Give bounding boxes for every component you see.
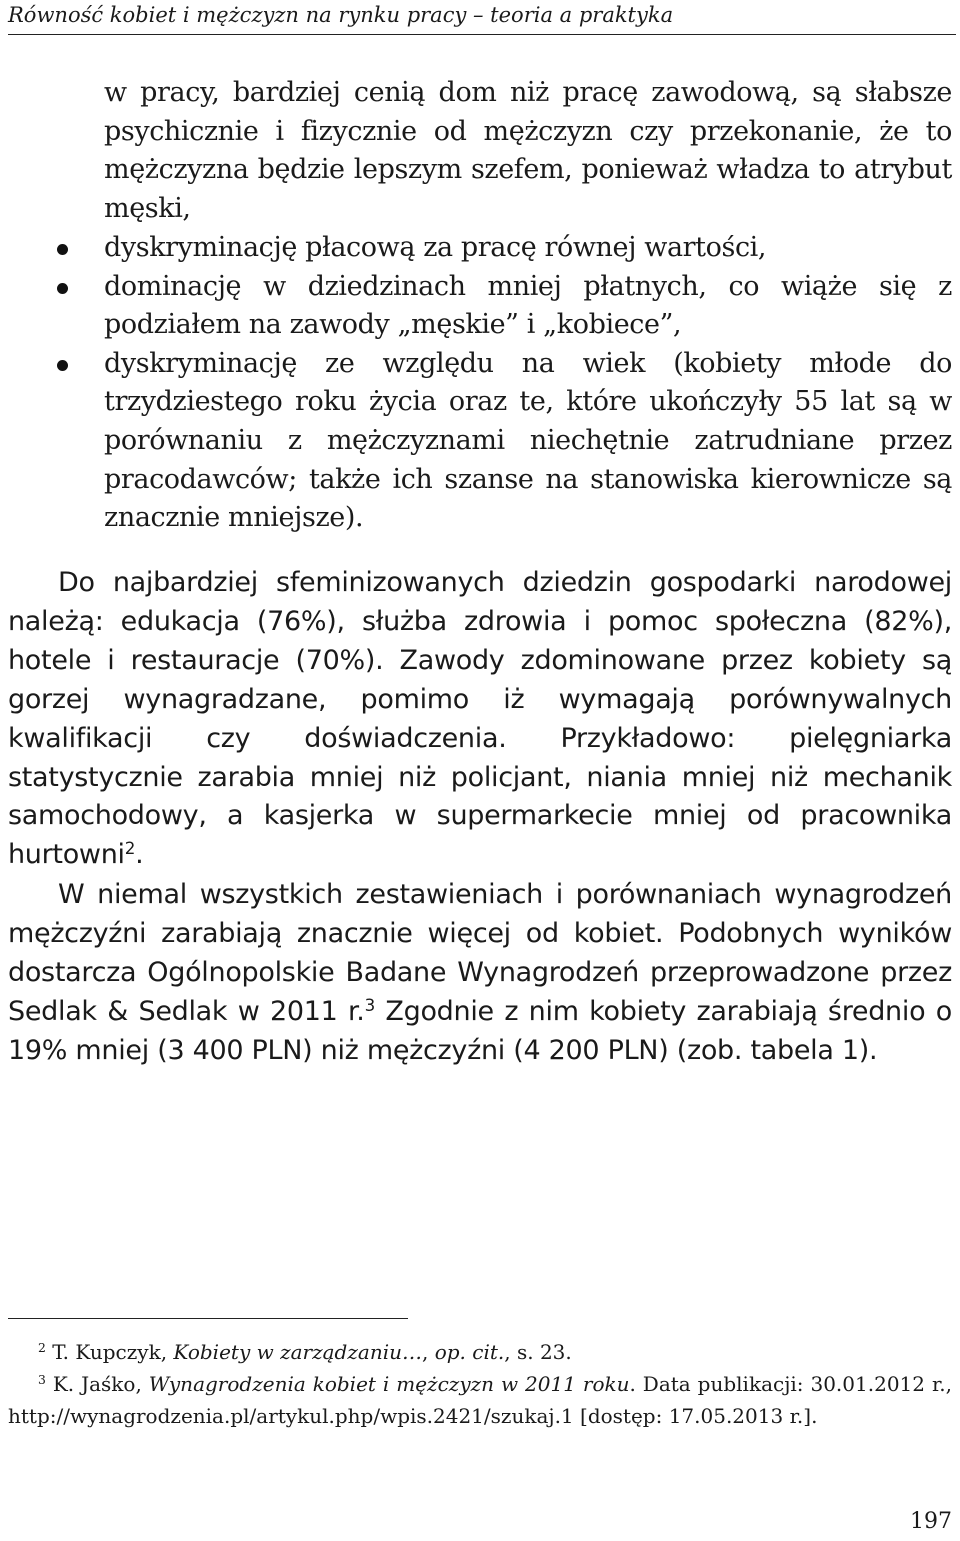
footnote-item: $^3$ K. Jaśko, Wynagrodzenia kobiet i mężczyzn w 2011 roku. Data publikacji: 30.01.2012 r., http://wynagrodzenia.pl/artykul.php/wpis.2421/szukaj.1 [dostęp: 17.05.2013 r.].: [8, 1372, 953, 1428]
running-header: [8, 0, 956, 35]
cited-title: Wynagrodzenia kobiet i mężczyzn w 2011 roku: [148, 1372, 630, 1396]
footnotes: [8, 1336, 952, 1432]
body-paragraph: W niemal wszystkich zestawieniach i porównaniach wynagrodzeń mężczyźni zarabiają znacznie więcej od kobiet. Podobnych wyników dostarcza Ogólnopolskie Badane Wynagrodzeń przeprowadzone przez Sedlak & Sedlak w 2011 r.$^3$ Zgodnie z nim kobiety zarabiają średnio o 19% mniej (3 400 PLN) niż mężczyźni (4 200 PLN) (zob. tabela 1).: [8, 879, 952, 1066]
footnote-ref[interactable]: 3: [364, 994, 375, 1015]
running-title: Równość kobiet i mężczyzn na rynku pracy – teoria a praktyka: [8, 3, 674, 27]
bullet-icon: [57, 283, 68, 294]
list-item: dyskryminację ze względu na wiek (kobiety młode do trzydziestego roku życia oraz te, które ukończyły 55 lat są w porównaniu z mężczyznami niechętnie zatrudniane przez pracodawców; także ich szanse na stanowiska kierownicze są znacznie mniejsze).: [104, 345, 952, 538]
footnote-number: 3: [38, 1372, 46, 1388]
body-paragraph: Do najbardziej sfeminizowanych dziedzin gospodarki narodowej należą: edukacja (76%), służba zdrowia i pomoc społeczna (82%), hotele i restauracje (70%). Zawody zdominowane przez kobiety są gorzej wynagradzane, pomimo iż wymagają porównywalnych kwalifikacji czy doświadczenia. Przykładowo: pielęgniarka statystycznie zarabia mniej niż policjant, niania mniej niż mechanik samochodowy, a kasjerka w supermarkecie mniej od pracownika hurtowni$^2$.: [8, 567, 952, 871]
footnote-item: $^2$ T. Kupczyk, Kobiety w zarządzaniu…, op. cit., s. 23.: [38, 1340, 572, 1364]
list-item: dyskryminację płacową za pracę równej wartości,: [104, 229, 952, 268]
bullet-list: [0, 229, 960, 538]
footnote-ref[interactable]: 2: [124, 838, 136, 859]
bullet-icon: [57, 360, 68, 371]
cited-title: Kobiety w zarządzaniu…: [173, 1340, 422, 1364]
footnote-number: 2: [38, 1340, 46, 1356]
page-number: 197: [910, 1509, 952, 1534]
footnote-divider: [8, 1318, 408, 1319]
continued-list-text: w pracy, bardziej cenią dom niż pracę zawodową, są słabsze psychicznie i fizycznie od mężczyzn czy przekonanie, że to mężczyzna będzie lepszym szefem, ponieważ władza to atrybut męski,: [104, 77, 952, 224]
list-item: dominację w dziedzinach mniej płatnych, co wiąże się z podziałem na zawody „męskie” i „kobiece”,: [104, 268, 952, 345]
bullet-icon: [57, 244, 68, 255]
